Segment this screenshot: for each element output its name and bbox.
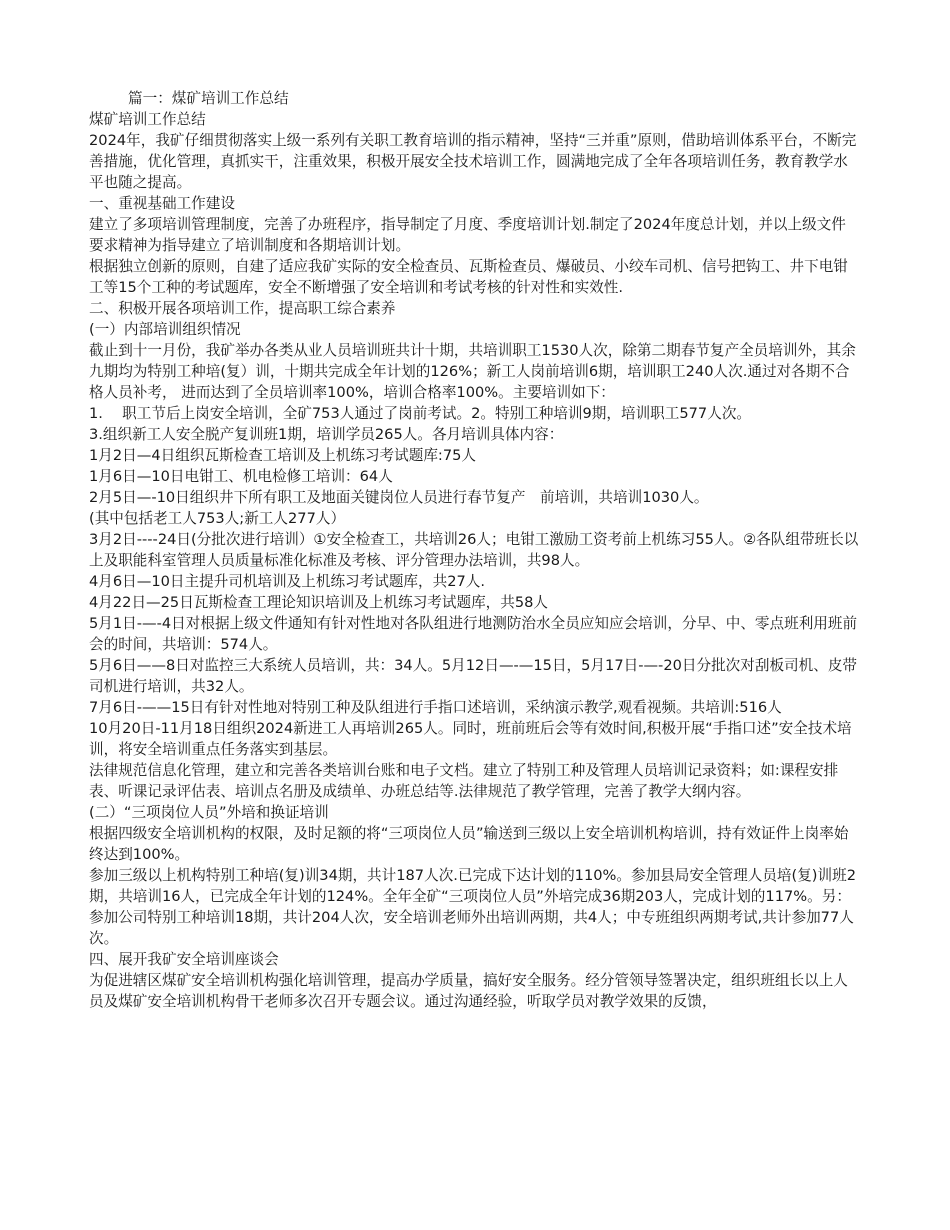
paragraph: 1. 职工节后上岗安全培训，全矿753人通过了岗前考试。2。特别工种培训9期，培训职工577人次。 [89, 405, 752, 422]
schedule-item: (其中包括老工人753人;新工人277人） [89, 510, 346, 527]
paragraph: 法律规范信息化管理，建立和完善各类培训台账和电子文档。建立了特别工种及管理人员培训记录资料；如:课程安排表、听课记录评估表、培训点名册及成绩单、办班总结等.法律规范了教学管理，完善了教学大纲内容。 [89, 762, 839, 800]
subsection-heading: (一）内部培训组织情况 [89, 321, 241, 338]
section-heading: 四、展开我矿安全培训座谈会 [89, 951, 279, 968]
schedule-item: 1月2日—4日组织瓦斯检查工培训及上机练习考试题库:75人 [89, 447, 477, 464]
document-page [89, 88, 859, 1012]
document-heading: 煤矿培训工作总结 [89, 111, 206, 128]
schedule-item: 3月2日----24日(分批次进行培训）①安全检查工，共培训26人；电钳工激励工资考前上机练习55人。②各队组带班长以上及职能科室管理人员质量标准化标准及考核、评分管理办法培训，共98人。 [89, 531, 859, 569]
schedule-item: 7月6日-——15日有针对性地对特别工种及队组进行手指口述培训，采纳演示教学,观看视频。共培训:516人 [89, 699, 782, 716]
schedule-item: 1月6日—10日电钳工、机电检修工培训：64人 [89, 468, 393, 485]
schedule-item: 2月5日—-10日组织井下所有职工及地面关键岗位人员进行春节复产 前培训，共培训1030人。 [89, 489, 709, 506]
schedule-item: 10月20日-11月18日组织2024新进工人再培训265人。同时，班前班后会等有效时间,积极开展“手指口述”安全技术培训，将安全培训重点任务落实到基层。 [89, 720, 852, 758]
paragraph: 为促进辖区煤矿安全培训机构强化培训管理，提高办学质量，搞好安全服务。经分管领导签署决定，组织班组长以上人员及煤矿安全培训机构骨干老师多次召开专题会议。通过沟通经验，听取学员对教学效果的反馈， [89, 972, 848, 1010]
paragraph: 根据独立创新的原则，自建了适应我矿实际的安全检查员、瓦斯检查员、爆破员、小绞车司机、信号把钩工、井下电钳工等15个工种的考试题库，安全不断增强了安全培训和考试考核的针对性和实效性. [89, 258, 848, 296]
paragraph: 根据四级安全培训机构的权限，及时足额的将“三项岗位人员”输送到三级以上安全培训机构培训，持有效证件上岗率始终达到100%。 [89, 825, 849, 863]
paragraph: 建立了多项培训管理制度，完善了办班程序，指导制定了月度、季度培训计划.制定了2024年度总计划，并以上级文件要求精神为指导建立了培训制度和各期培训计划。 [89, 216, 846, 254]
schedule-item: 4月22日—25日瓦斯检查工理论知识培训及上机练习考试题库，共58人 [89, 594, 549, 611]
schedule-item: 5月6日——8日对监控三大系统人员培训，共：34人。5月12日—-—15日，5月17日-—-20日分批次对刮板司机、皮带司机进行培训，共32人。 [89, 657, 858, 695]
document-title: 篇一：煤矿培训工作总结 [128, 90, 289, 107]
subsection-heading: (二）“三项岗位人员”外培和换证培训 [89, 804, 329, 821]
schedule-item: 5月1日-—-4日对根据上级文件通知有针对性地对各队组进行地测防治水全员应知应会培训，分早、中、零点班利用班前会的时间，共培训：574人。 [89, 615, 858, 653]
paragraph: 截止到十一月份，我矿举办各类从业人员培训班共计十期，共培训职工1530人次，除第二期春节复产全员培训外，其余九期均为特别工种培(复）训，十期共完成全年计划的126%；新工人岗前培训6期，培训职工240人次.通过对各期不合格人员补考， 进而达到了全员培训率100%，培训合格率100%。主要培训如下： [89, 342, 856, 401]
paragraph: 参加三级以上机构特别工种培(复)训34期，共计187人次.已完成下达计划的110%。参加县局安全管理人员培(复)训班2期，共培训16人，已完成全年计划的124%。全年全矿“三项岗位人员”外培完成36期203人，完成计划的117%。另：参加公司特别工种培训18期，共计204人次，安全培训老师外出培训两期，共4人；中专班组织两期考试,共计参加77人次。 [89, 867, 856, 947]
schedule-item: 4月6日—10日主提升司机培训及上机练习考试题库，共27人. [89, 573, 486, 590]
paragraph: 3.组织新工人安全脱产复训班1期，培训学员265人。各月培训具体内容： [89, 426, 564, 443]
paragraph: 2024年，我矿仔细贯彻落实上级一系列有关职工教育培训的指示精神，坚持“三并重”原则，借助培训体系平台，不断完善措施，优化管理，真抓实干，注重效果，积极开展安全技术培训工作，圆满地完成了全年各项培训任务，教育教学水平也随之提高。 [89, 132, 857, 191]
section-heading: 一、重视基础工作建设 [89, 195, 235, 212]
section-heading: 二、积极开展各项培训工作，提高职工综合素养 [89, 300, 396, 317]
